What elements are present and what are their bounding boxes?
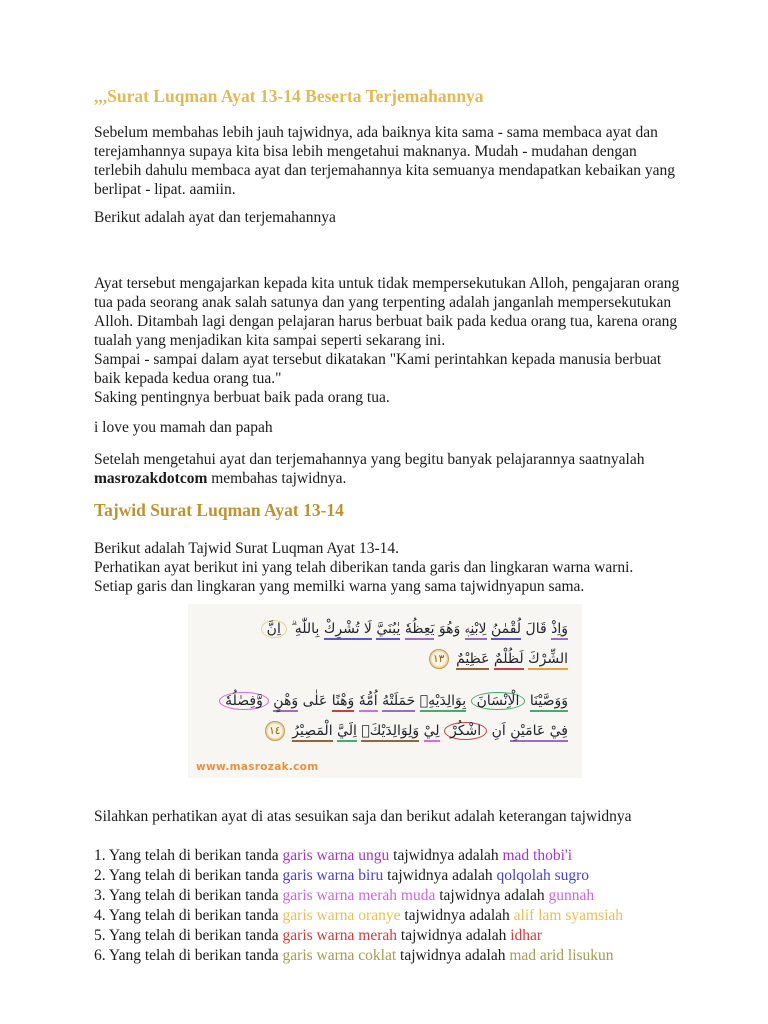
watermark-url: www.masrozak.com [196,761,319,773]
quran-word: قَالَ [525,621,547,637]
paragraph-ayat-explanation: Ayat tersebut mengajarkan kepada kita untuk tidak mempersekutukan Alloh, pengajaran orang tua pada seorang anak salah satunya dan yang terpenting adalah janganlah mempersekutukan Alloh. Ditambah lagi dengan pelajaran harus berbuat baik pada kedua orang tua, karena orang tualah yang menjadikan kita sampai seperti sekarang ini. [94,275,680,349]
tajwid-list-item-2 [94,866,680,886]
quran-word: عَلٰى [302,693,328,709]
quran-word: وَهُوَ [438,621,461,637]
section-heading-tajwid: Tajwid Surat Luqman Ayat 13-14 [94,500,344,520]
quran-line-1 [200,614,568,644]
tajwid-name: qolqolah sugro [496,867,590,884]
quran-word: يٰبُنَيَّ [376,621,400,640]
quran-word: لَظُلْمٌ [494,651,524,670]
list-item-prefix: 5. Yang telah di berikan tanda [94,927,283,944]
quran-word: وَوَصَّيْنَا [530,693,568,712]
paragraph-tajwid-intro [94,539,680,596]
page-title: ,,,Surat Luqman Ayat 13-14 Beserta Terjemahannya [94,86,484,106]
quran-word: لِيْ [424,723,440,742]
list-item-mid: tajwidnya adalah [389,847,503,864]
garis-warna-label: garis warna coklat [282,947,397,964]
quran-word: عَظِيْمٌ [456,651,489,670]
quran-line-4 [200,716,568,746]
quran-word: الْمَصِيْرُ [292,723,332,742]
paragraph-love: i love you mamah dan papah [94,419,273,436]
garis-warna-label: garis warna merah muda [282,887,436,904]
tajwid-name: mad arid lisukun [509,947,614,964]
quran-word: اِنَّ [261,620,287,638]
quran-word: بِوَالِدَيْهِۚ [420,693,466,712]
tajwid-list-item-5 [94,926,680,946]
quran-word: الْاِنْسَانَ [471,692,526,710]
paragraph-setelah [94,450,680,488]
garis-warna-label: garis warna oranye [282,907,401,924]
quran-word: بِاللّٰهِ ۗ [291,621,320,637]
garis-warna-label: garis warna biru [282,867,384,884]
quran-word: وَاِذْ [551,621,568,640]
ayah-number-ornament: ١٣ [429,649,449,669]
quran-word: اِلَيَّ [337,723,357,742]
tajwid-list-item-1 [94,846,680,866]
quran-word: وَّفِصٰلُهٗ [219,692,269,710]
quran-word: لَا تُشْرِكْ [324,621,372,640]
paragraph-berikut-ayat: Berikut adalah ayat dan terjemahannya [94,209,336,226]
brand-name-masrozakdotcom: masrozakdotcom [94,470,208,487]
list-item-prefix: 4. Yang telah di berikan tanda [94,907,283,924]
quran-word: يَعِظُهٗ [405,621,435,640]
tajwid-name: mad thobi'i [502,847,573,864]
tajwid-name: gunnah [548,887,595,904]
quran-word: اُمُّهٗ [359,693,378,712]
ayah-number-ornament: ١٤ [265,721,285,741]
quran-line-3 [200,686,568,716]
list-item-prefix: 3. Yang telah di berikan tanda [94,887,283,904]
tajwid-intro-line1: Berikut adalah Tajwid Surat Luqman Ayat 13-14. [94,540,399,557]
quran-word: فِيْ عَامَيْنِ [510,723,568,742]
garis-warna-label: garis warna ungu [282,847,390,864]
paragraph-silahkan: Silahkan perhatikan ayat di atas sesuikan saja dan berikut adalah keterangan tajwidnya [94,808,632,825]
quran-word: وَهْنًا [332,693,355,712]
tajwid-list-item-6 [94,946,680,966]
list-item-prefix: 1. Yang telah di berikan tanda [94,847,283,864]
tajwid-list-item-3 [94,886,680,906]
list-item-prefix: 2. Yang telah di berikan tanda [94,867,283,884]
list-item-mid: tajwidnya adalah [397,927,511,944]
list-item-mid: tajwidnya adalah [396,947,510,964]
quran-word: حَمَلَتْهُ [382,693,415,712]
tajwid-name: alif lam syamsiah [513,907,624,924]
list-item-mid: tajwidnya adalah [400,907,514,924]
quran-word: لُقْمٰنُ [491,621,521,640]
quran-word: اَنِ [491,723,506,739]
setelah-text-post: membahas tajwidnya. [207,470,347,487]
paragraph-saking: Saking pentingnya berbuat baik pada orang tua. [94,389,390,406]
tajwid-intro-line2: Perhatikan ayat berikut ini yang telah diberikan tanda garis dan lingkaran warna warni. [94,559,634,576]
quran-word: لِابْنِهٖ [465,621,487,640]
tajwid-list-item-4 [94,906,680,926]
quran-verse-image [188,604,582,778]
quran-line-2 [200,644,568,674]
list-item-mid: tajwidnya adalah [435,887,549,904]
list-item-prefix: 6. Yang telah di berikan tanda [94,947,283,964]
list-item-mid: tajwidnya adalah [383,867,497,884]
tajwid-intro-line3: Setiap garis dan lingkaran yang memilki warna yang sama tajwidnyapun sama. [94,578,585,595]
quran-word: الشِّرْكَ [528,651,568,670]
setelah-text-pre: Setelah mengetahui ayat dan terjemahannya yang begitu banyak pelajarannya saatnyalah [94,451,645,468]
quran-word: وَلِوَالِدَيْكَۗ [361,723,419,742]
paragraph-intro: Sebelum membahas lebih jauh tajwidnya, ada baiknya kita sama - sama membaca ayat dan terejamhannya supaya kita bisa lebih mengetahui maknanya. Mudah - mudahan dengan terlebih dahulu membaca ayat dan terjemahannya kita semuanya mendapatkan kebaikan yang berlipat - lipat. aamiin. [94,124,676,198]
quran-word: اشْكُرْ [444,722,487,740]
paragraph-ayat-block [94,274,680,407]
garis-warna-label: garis warna merah [282,927,398,944]
tajwid-name: idhar [510,927,543,944]
tajwid-keterangan-list [94,846,680,966]
paragraph-quote: Sampai - sampai dalam ayat tersebut dikatakan "Kami perintahkan kepada manusia berbuat baik kepada kedua orang tua." [94,351,662,387]
quran-word: وَهْنٍ [273,693,298,712]
quran-verse-lines [200,614,568,746]
